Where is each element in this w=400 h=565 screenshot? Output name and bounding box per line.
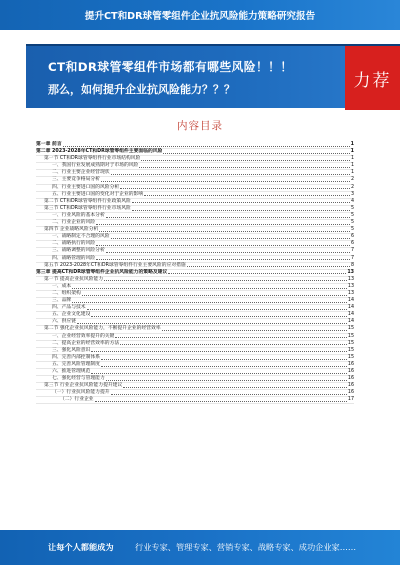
- hero-title: CT和DR球管零组件市场都有哪些风险！！！: [48, 60, 293, 74]
- toc-entry-title: （一）行业抗风险能力提升: [52, 390, 110, 396]
- table-of-contents: [36, 142, 354, 404]
- toc-leader-dots: [95, 401, 347, 402]
- toc-entry-title: 第二节 强化企业抗风险能力，不断提升企业的经营效率: [44, 326, 161, 332]
- toc-entry-title: 五、企业文化建设: [52, 312, 91, 318]
- toc-entry-title: 五、完善风险管理制度: [52, 361, 100, 367]
- toc-entry-title: 三、主要竞争格局分析: [52, 177, 100, 183]
- toc-leader-dots: [106, 380, 347, 381]
- toc-leader-dots: [72, 302, 347, 303]
- toc-leader-dots: [141, 160, 350, 161]
- toc-leader-dots: [162, 330, 347, 331]
- toc-leader-dots: [72, 288, 347, 289]
- toc-entry-title: 三、战略调整的风险分析: [52, 248, 105, 254]
- toc-entry-page: 17: [347, 397, 354, 403]
- toc-entry-title: 第三节 行业企业抗风险能力提升建议: [44, 383, 123, 389]
- toc-entry-page: 14: [347, 319, 354, 325]
- toc-entry-page: 1: [350, 142, 354, 147]
- toc-entry-title: 二、提高企业的经营效率的方法: [52, 340, 120, 346]
- toc-leader-dots: [120, 188, 350, 189]
- toc-leader-dots: [111, 174, 350, 175]
- toc-leader-dots: [101, 181, 350, 182]
- toc-entry-page: 15: [347, 347, 354, 353]
- toc-entry-page: 16: [347, 390, 354, 396]
- toc-leader-dots: [168, 273, 346, 274]
- toc-leader-dots: [87, 309, 347, 310]
- toc-entry-title: 第四节 企业战略风险分析: [44, 227, 99, 233]
- toc-entry[interactable]: [36, 284, 354, 291]
- toc-entry-page: 1: [350, 149, 354, 155]
- toc-entry-title: 四、完善内部控制体系: [52, 354, 100, 360]
- toc-leader-dots: [96, 259, 350, 260]
- toc-entry-title: 第一节 CT和DR球管零组件行业市场结构风险: [44, 156, 141, 162]
- toc-leader-dots: [63, 146, 350, 147]
- toc-leader-dots: [91, 373, 347, 374]
- toc-leader-dots: [163, 153, 349, 154]
- toc-entry-title: 五、行业主要进口国的变化对于企业的影响: [52, 191, 144, 197]
- toc-leader-dots: [82, 295, 347, 296]
- toc-entry[interactable]: [36, 397, 354, 404]
- toc-entry-title: 一、成本: [52, 283, 72, 289]
- toc-entry-title: 六、推进管理规范: [52, 369, 91, 374]
- toc-entry-title: 第五节 2023-2028年CT和DR球管零组件行业主要风险的应对措施: [44, 262, 186, 268]
- toc-entry-page: 15: [347, 354, 354, 360]
- toc-entry-title: 二、行业企业的风险: [52, 220, 96, 226]
- brand-badge: [345, 46, 400, 110]
- toc-entry-title: 第一章 前言: [36, 142, 62, 147]
- footer-banner: [0, 530, 400, 565]
- toc-entry-title: 二、行业主要企业经营现状: [52, 170, 110, 176]
- toc-entry-title: 一、企业经营效率提升的关键: [52, 333, 115, 339]
- toc-entry-title: 一、我国行业发展成熟期对于市场的风险: [52, 163, 139, 169]
- toc-entry-page: 7: [350, 255, 354, 261]
- toc-entry-title: 四、产品与技术: [52, 305, 86, 311]
- toc-entry-title: 第二章 2023-2028年CT和DR球管零组件主要面临的风险: [36, 149, 163, 155]
- toc-entry-page: 16: [347, 361, 354, 367]
- brand-badge-label: 力荐: [353, 70, 392, 91]
- hero-subtitle: 那么，如何提升企业抗风险能力？？？: [48, 83, 235, 96]
- toc-entry-title: 六、供应链: [52, 319, 76, 325]
- toc-entry-title: 一、行业风险的基本分析: [52, 212, 105, 218]
- toc-entry-page: 16: [347, 369, 354, 374]
- toc-entry-page: 16: [347, 383, 354, 389]
- toc-leader-dots: [101, 359, 347, 360]
- toc-leader-dots: [77, 323, 347, 324]
- toc-entry-page: 3: [350, 191, 354, 197]
- top-banner: [0, 0, 400, 30]
- toc-entry-page: 4: [350, 198, 354, 204]
- toc-entry-title: 第二节 CT和DR球管零组件行业政策风险: [44, 198, 131, 204]
- toc-entry-page: 14: [347, 312, 354, 318]
- toc-leader-dots: [120, 344, 347, 345]
- toc-entry-page: 5: [350, 227, 354, 233]
- toc-entry-title: 三、品牌: [52, 298, 72, 304]
- toc-entry-page: 13: [347, 283, 354, 289]
- toc-leader-dots: [132, 210, 350, 211]
- toc-leader-dots: [96, 224, 350, 225]
- toc-leader-dots: [99, 231, 350, 232]
- toc-entry-title: 四、行业主要进口国的风险分析: [52, 184, 120, 190]
- toc-leader-dots: [111, 238, 350, 239]
- toc-entry-page: 15: [347, 326, 354, 332]
- toc-entry-title: 一、战略制定不合理的风险: [52, 234, 110, 240]
- toc-entry-page: 14: [347, 298, 354, 304]
- toc-entry-page: 13: [347, 276, 354, 282]
- toc-leader-dots: [101, 366, 347, 367]
- toc-entry-title: （二）行业企业: [60, 397, 94, 403]
- toc-leader-dots: [123, 387, 347, 388]
- toc-entry-title: 二、战略执行的风险: [52, 241, 96, 247]
- footer-slogan: 让每个人都能成为: [48, 542, 114, 552]
- toc-entry-page: 1: [350, 156, 354, 162]
- toc-entry[interactable]: [36, 277, 354, 284]
- toc-leader-dots: [139, 167, 350, 168]
- toc-entry-page: 2: [350, 184, 354, 190]
- toc-entry-title: 第三章 提高CT和DR球管零组件企业抗风险能力的策略及建议: [36, 269, 168, 275]
- toc-entry[interactable]: [36, 291, 354, 298]
- toc-leader-dots: [115, 337, 347, 338]
- toc-entry-page: 5: [350, 220, 354, 226]
- toc-entry[interactable]: [36, 312, 354, 319]
- toc-entry-page: 8: [350, 262, 354, 268]
- toc-entry-page: 7: [350, 248, 354, 254]
- toc-leader-dots: [187, 266, 350, 267]
- toc-entry-page: 2: [350, 177, 354, 183]
- toc-entry-page: 1: [350, 170, 354, 176]
- hero-banner: [26, 44, 400, 108]
- toc-entry-page: 13: [347, 269, 354, 275]
- toc-entry-page: 15: [347, 333, 354, 339]
- toc-entry-title: 七、强化经营与管理能力: [52, 376, 105, 382]
- toc-entry-title: 三、强化风险意识: [52, 347, 91, 353]
- toc-entry-page: 6: [350, 241, 354, 247]
- toc-entry-page: 16: [347, 376, 354, 382]
- toc-entry-page: 1: [350, 163, 354, 169]
- toc-entry-title: 四、战略管理的风险: [52, 255, 96, 261]
- toc-entry-page: 5: [350, 205, 354, 211]
- toc-leader-dots: [144, 195, 350, 196]
- toc-leader-dots: [106, 217, 350, 218]
- report-title: 提升CT和DR球管零组件企业抗风险能力策略研究报告: [84, 11, 316, 22]
- toc-entry-page: 14: [347, 305, 354, 311]
- toc-entry-page: 13: [347, 290, 354, 296]
- toc-entry-title: 二、组织架构: [52, 290, 81, 296]
- toc-entry-title: 第三节 CT和DR球管零组件行业市场风险: [44, 205, 131, 211]
- toc-leader-dots: [111, 394, 347, 395]
- toc-entry-title: 第一节 提高企业抗风险能力: [44, 276, 104, 282]
- toc-heading: 内容目录: [177, 120, 223, 132]
- toc-entry-page: 15: [347, 340, 354, 346]
- toc-leader-dots: [91, 351, 347, 352]
- toc-leader-dots: [104, 280, 347, 281]
- toc-entry-page: 6: [350, 234, 354, 240]
- toc-entry-page: 5: [350, 212, 354, 218]
- toc-leader-dots: [132, 202, 350, 203]
- toc-leader-dots: [106, 252, 350, 253]
- toc-leader-dots: [96, 245, 350, 246]
- toc-leader-dots: [91, 316, 347, 317]
- footer-roles: 行业专家、管理专家、营销专家、战略专家、成功企业家……: [135, 542, 357, 552]
